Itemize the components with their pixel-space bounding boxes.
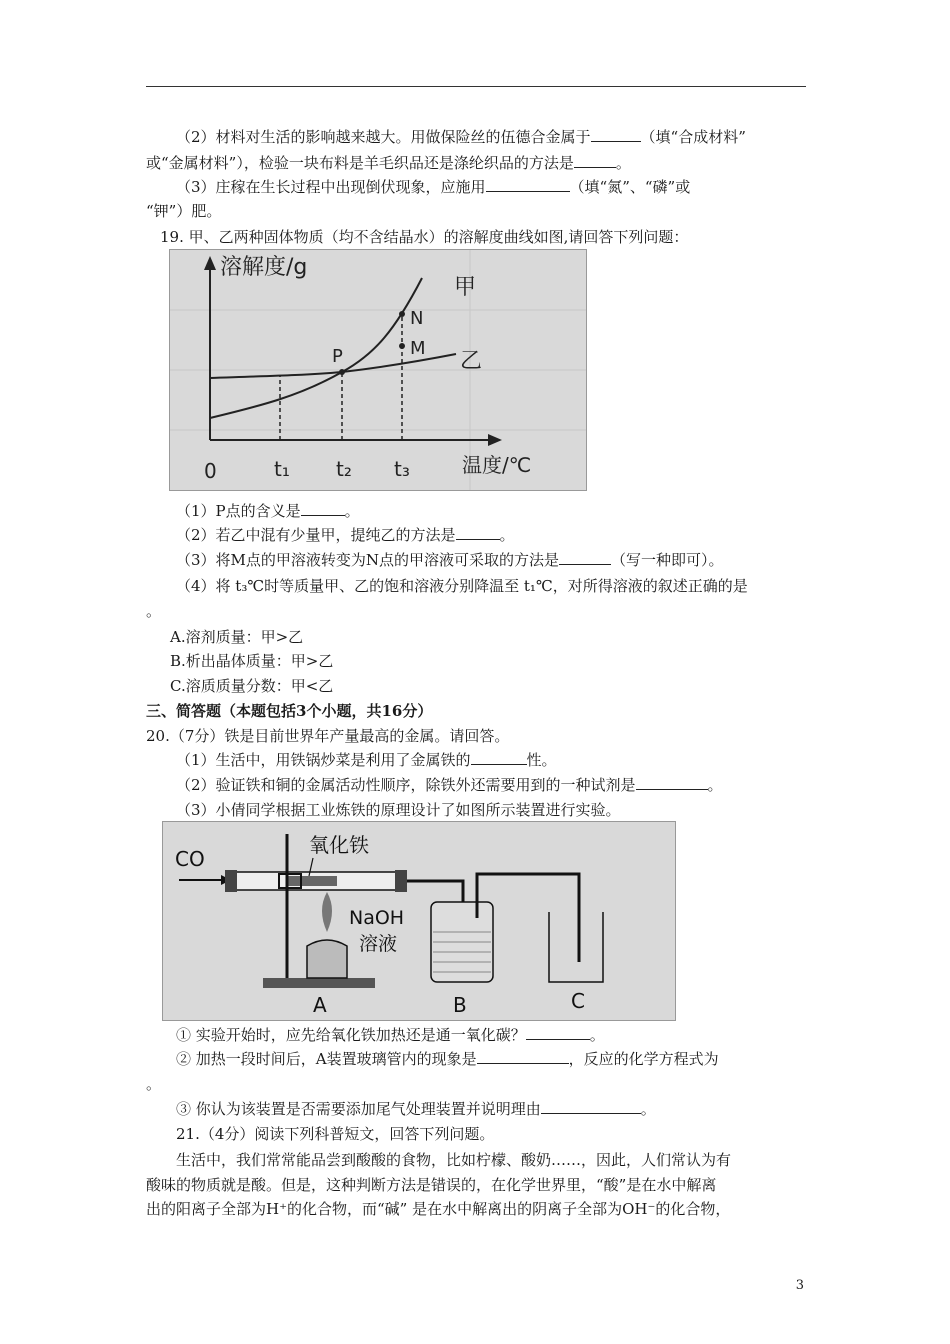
iron-oxide-label: 氧化铁 xyxy=(309,833,369,857)
answer-blank[interactable] xyxy=(486,177,570,192)
beaker xyxy=(549,912,603,982)
q19-sub4: （4）将 t₃℃时等质量甲、乙的饱和溶液分别降温至 t₁℃，对所得溶液的叙述正确的是 xyxy=(176,577,748,595)
q21-paragraph-line2: 酸味的物质就是酸。但是，这种判断方法是错误的，在化学世界里，“酸”是在水中解离 xyxy=(146,1176,717,1194)
q19-sub4-end: 。 xyxy=(146,602,162,620)
x-axis-arrow xyxy=(488,434,502,446)
y-axis-label: 溶解度/g xyxy=(220,255,308,280)
tick-label-t3: t₃ xyxy=(394,457,410,481)
solubility-curve-figure xyxy=(169,249,587,491)
q18-part2-line1: （2）材料对生活的影响越来越大。用做保险丝的伍德合金属于 （填“合成材料” xyxy=(176,128,746,146)
header-rule xyxy=(146,86,806,87)
q20-step1: ① 实验开始时，应先给氧化铁加热还是通一氧化碳？ 。 xyxy=(176,1026,605,1044)
point-n-label: N xyxy=(410,308,424,329)
iron-oxide-sample xyxy=(287,876,337,886)
q19-stem: 19. 甲、乙两种固体物质（均不含结晶水）的溶解度曲线如图,请回答下列问题： xyxy=(160,228,689,246)
answer-blank[interactable] xyxy=(477,1049,569,1064)
origin-label: 0 xyxy=(204,459,217,483)
q19-sub3: （3）将M点的甲溶液转变为N点的甲溶液可采取的方法是 （写一种即可）。 xyxy=(176,551,724,569)
q21-paragraph-line3: 出的阳离子全部为H⁺的化合物，而“碱” 是在水中解离出的阴离子全部为OH⁻的化合物， xyxy=(146,1200,731,1218)
answer-blank[interactable] xyxy=(591,127,641,142)
answer-blank[interactable] xyxy=(301,501,345,516)
q19-option-b: B.析出晶体质量：甲>乙 xyxy=(170,652,334,670)
q19-option-a: A.溶剂质量：甲>乙 xyxy=(170,628,304,646)
flame xyxy=(322,892,332,932)
curve-jia-label: 甲 xyxy=(454,275,477,300)
y-axis-arrow xyxy=(204,256,216,270)
point-p-marker xyxy=(339,369,345,375)
q19-option-c: C.溶质质量分数：甲<乙 xyxy=(170,677,334,695)
label-b: B xyxy=(453,993,467,1017)
answer-blank[interactable] xyxy=(559,550,611,565)
q20-step2: ② 加热一段时间后，A装置玻璃管内的现象是 ，反应的化学方程式为 xyxy=(176,1050,719,1068)
stand-base xyxy=(263,978,375,988)
point-m-label: M xyxy=(410,338,426,359)
answer-blank[interactable] xyxy=(574,153,616,168)
page-number: 3 xyxy=(795,1278,804,1293)
answer-blank[interactable] xyxy=(541,1099,641,1114)
point-n-marker xyxy=(399,311,405,317)
label-c: C xyxy=(571,989,585,1013)
naoh-solution-label: 溶液 xyxy=(359,933,398,955)
q20-sub2: （2）验证铁和铜的金属活动性顺序，除铁外还需要用到的一种试剂是 。 xyxy=(176,776,723,794)
tick-label-t2: t₂ xyxy=(336,457,352,481)
answer-blank[interactable] xyxy=(636,775,708,790)
q18-part3-line1: （3）庄稼在生长过程中出现倒伏现象，应施用 （填“氮”、“磷”或 xyxy=(176,178,691,196)
tube-stopper-right xyxy=(395,870,407,892)
answer-blank[interactable] xyxy=(471,750,527,765)
co-label: CO xyxy=(175,847,205,871)
curve-jia xyxy=(210,278,422,418)
q21-stem: 21.（4分）阅读下列科普短文，回答下列问题。 xyxy=(176,1125,495,1143)
answer-blank[interactable] xyxy=(526,1025,590,1040)
q21-paragraph-line1: 生活中，我们常常能品尝到酸酸的食物，比如柠檬、酸奶……，因此，人们常认为有 xyxy=(176,1151,732,1169)
q20-step2-end: 。 xyxy=(146,1075,162,1093)
naoh-label: NaOH xyxy=(349,907,405,929)
q20-stem: 20.（7分）铁是目前世界年产量最高的金属。请回答。 xyxy=(146,727,510,745)
tick-label-t1: t₁ xyxy=(274,457,290,481)
q20-sub1: （1）生活中，用铁锅炒菜是利用了金属铁的 性。 xyxy=(176,751,557,769)
iron-smelting-apparatus-figure xyxy=(162,821,676,1021)
label-a: A xyxy=(313,993,327,1017)
q20-sub3: （3）小倩同学根据工业炼铁的原理设计了如图所示装置进行实验。 xyxy=(176,801,621,819)
answer-blank[interactable] xyxy=(456,525,500,540)
alcohol-lamp xyxy=(307,940,347,978)
q19-sub1: （1）P点的含义是 。 xyxy=(176,502,360,520)
apparatus-diagram xyxy=(163,822,675,1020)
section-3-title: 三、简答题（本题包括3个小题，共16分） xyxy=(146,702,433,720)
curve-yi-label: 乙 xyxy=(460,349,483,374)
x-axis-label: 温度/℃ xyxy=(462,453,532,477)
solubility-chart xyxy=(170,250,586,490)
tube-stopper-left xyxy=(225,870,237,892)
point-p-label: P xyxy=(332,346,343,367)
point-m-marker xyxy=(399,343,405,349)
q18-part2-line2: 或“金属材料”），检验一块布料是羊毛织品还是涤纶织品的方法是 。 xyxy=(146,154,631,172)
q20-step3: ③ 你认为该装置是否需要添加尾气处理装置并说明理由 。 xyxy=(176,1100,656,1118)
q19-sub2: （2）若乙中混有少量甲，提纯乙的方法是 。 xyxy=(176,526,515,544)
q18-part3-line2: “钾”）肥。 xyxy=(146,202,222,220)
